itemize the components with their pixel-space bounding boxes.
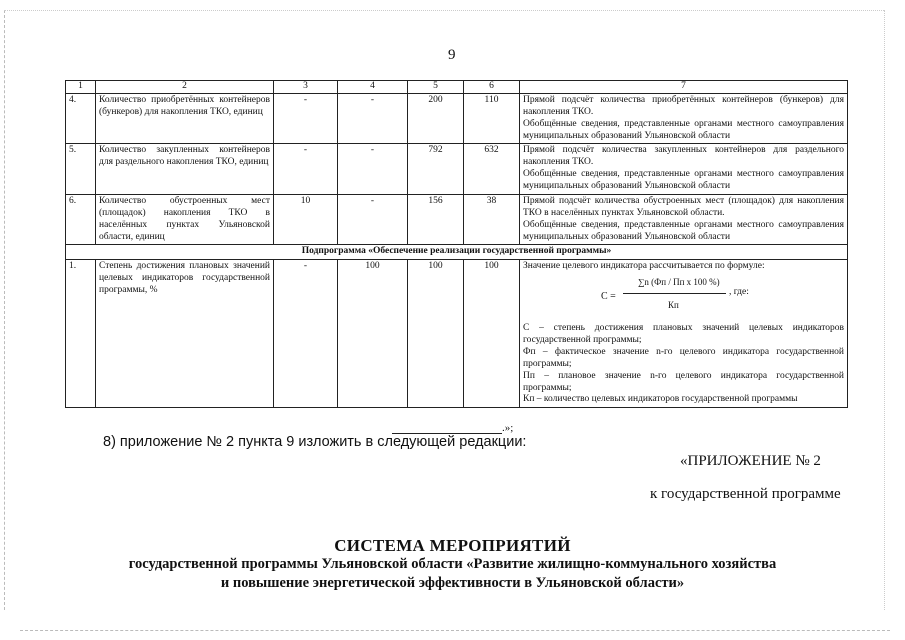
- appendix-label: «ПРИЛОЖЕНИЕ № 2: [680, 453, 821, 469]
- table-row: [66, 93, 848, 144]
- formula: [523, 277, 844, 317]
- definition-paragraph: Кп – количество целевых индикаторов государственной программы: [523, 394, 798, 405]
- indicator-name: Степень достижения плановых значений целевых индикаторов государственной программы, %: [96, 260, 274, 408]
- header-cell: 6: [464, 81, 520, 94]
- subprogram-row: [66, 245, 848, 260]
- header-cell: 1: [66, 81, 96, 94]
- value-cell: -: [274, 144, 338, 195]
- definition-paragraph: Фп – фактическое значение n-го целевого индикатора государственной программы;: [523, 346, 844, 369]
- value-cell: 38: [464, 194, 520, 245]
- value-cell: -: [274, 260, 338, 408]
- row-number: 5.: [66, 144, 96, 195]
- note-paragraph: Прямой подсчёт количества обустроенных мест (площадок) для накопления ТКО в населённых пунктах Ульяновской области.: [523, 195, 844, 218]
- indicator-name: Количество закупленных контейнеров для раздельного накопления ТКО, единиц: [96, 144, 274, 195]
- fraction-bar: [623, 293, 726, 294]
- value-cell: 792: [408, 144, 464, 195]
- formula-numerator: ∑n (Фп / Пп x 100 %): [638, 277, 720, 288]
- value-cell: 632: [464, 144, 520, 195]
- value-cell: 110: [464, 93, 520, 144]
- closing-underline: [392, 424, 502, 434]
- method-note: [520, 260, 848, 408]
- note-paragraph: Обобщённые сведения, представленные органами местного самоуправления муниципальных образований Ульяновской области: [523, 169, 844, 191]
- appendix-subtitle: к государственной программе: [650, 486, 841, 502]
- method-note: [520, 93, 848, 144]
- scan-edge-bottom: [20, 630, 890, 631]
- row-number: 1.: [66, 260, 96, 408]
- indicator-name: Количество обустроенных мест (площадок) накопления ТКО в населённых пунктах Ульяновской области, единиц: [96, 194, 274, 245]
- value-cell: -: [338, 194, 408, 245]
- amendment-item-8: 8) приложение № 2 пункта 9 изложить в следующей редакции:: [103, 434, 527, 450]
- table-row: [66, 260, 848, 408]
- system-subtitle: [0, 555, 905, 593]
- value-cell: 156: [408, 194, 464, 245]
- table-header-row: [66, 81, 848, 94]
- scan-edge-left: [4, 10, 5, 610]
- header-cell: 2: [96, 81, 274, 94]
- table-row: [66, 144, 848, 195]
- closing-quote: [392, 422, 513, 434]
- definition-paragraph: Пп – плановое значение n-го целевого индикатора государственной программы;: [523, 370, 844, 393]
- scan-edge-right: [884, 10, 885, 610]
- note-paragraph: Значение целевого индикатора рассчитывается по формуле:: [523, 261, 765, 272]
- value-cell: 10: [274, 194, 338, 245]
- system-subtitle-line: государственной программы Ульяновской области «Развитие жилищно-коммунального хозяйства: [128, 556, 777, 572]
- formula-tail: , где:: [729, 287, 749, 298]
- system-subtitle-line: и повышение энергетической эффективности в Ульяновской области»: [220, 575, 685, 591]
- header-cell: 5: [408, 81, 464, 94]
- formula-denominator: Кп: [668, 300, 679, 311]
- value-cell: -: [338, 144, 408, 195]
- note-paragraph: Обобщённые сведения, представленные органами местного самоуправления муниципальных образований Ульяновской области: [523, 219, 844, 242]
- method-note: [520, 144, 848, 195]
- row-number: 6.: [66, 194, 96, 245]
- note-paragraph: Обобщённые сведения, представленные органами местного самоуправления муниципальных образований Ульяновской области: [523, 118, 844, 141]
- page-number: 9: [448, 47, 456, 63]
- value-cell: 100: [338, 260, 408, 408]
- scan-edge-top: [4, 10, 884, 11]
- value-cell: 100: [464, 260, 520, 408]
- indicator-name: Количество приобретённых контейнеров (бункеров) для накопления ТКО, единиц: [96, 93, 274, 144]
- system-title: СИСТЕМА МЕРОПРИЯТИЙ: [334, 536, 571, 555]
- closing-mark: .»;: [502, 422, 514, 434]
- header-cell: 3: [274, 81, 338, 94]
- value-cell: -: [338, 93, 408, 144]
- definition-paragraph: С – степень достижения плановых значений целевых индикаторов государственной программы;: [523, 323, 844, 345]
- indicators-table: [65, 80, 848, 408]
- value-cell: 100: [408, 260, 464, 408]
- note-paragraph: Прямой подсчёт количества приобретённых контейнеров (бункеров) для накопления ТКО.: [523, 94, 844, 117]
- header-cell: 4: [338, 81, 408, 94]
- value-cell: 200: [408, 93, 464, 144]
- table-row: [66, 194, 848, 245]
- formula-lhs: C =: [601, 291, 616, 303]
- value-cell: -: [274, 93, 338, 144]
- subprogram-heading: Подпрограмма «Обеспечение реализации государственной программы»: [66, 245, 848, 260]
- note-paragraph: Прямой подсчёт количества закупленных контейнеров для раздельного накопления ТКО.: [523, 145, 844, 168]
- row-number: 4.: [66, 93, 96, 144]
- header-cell: 7: [520, 81, 848, 94]
- method-note: [520, 194, 848, 245]
